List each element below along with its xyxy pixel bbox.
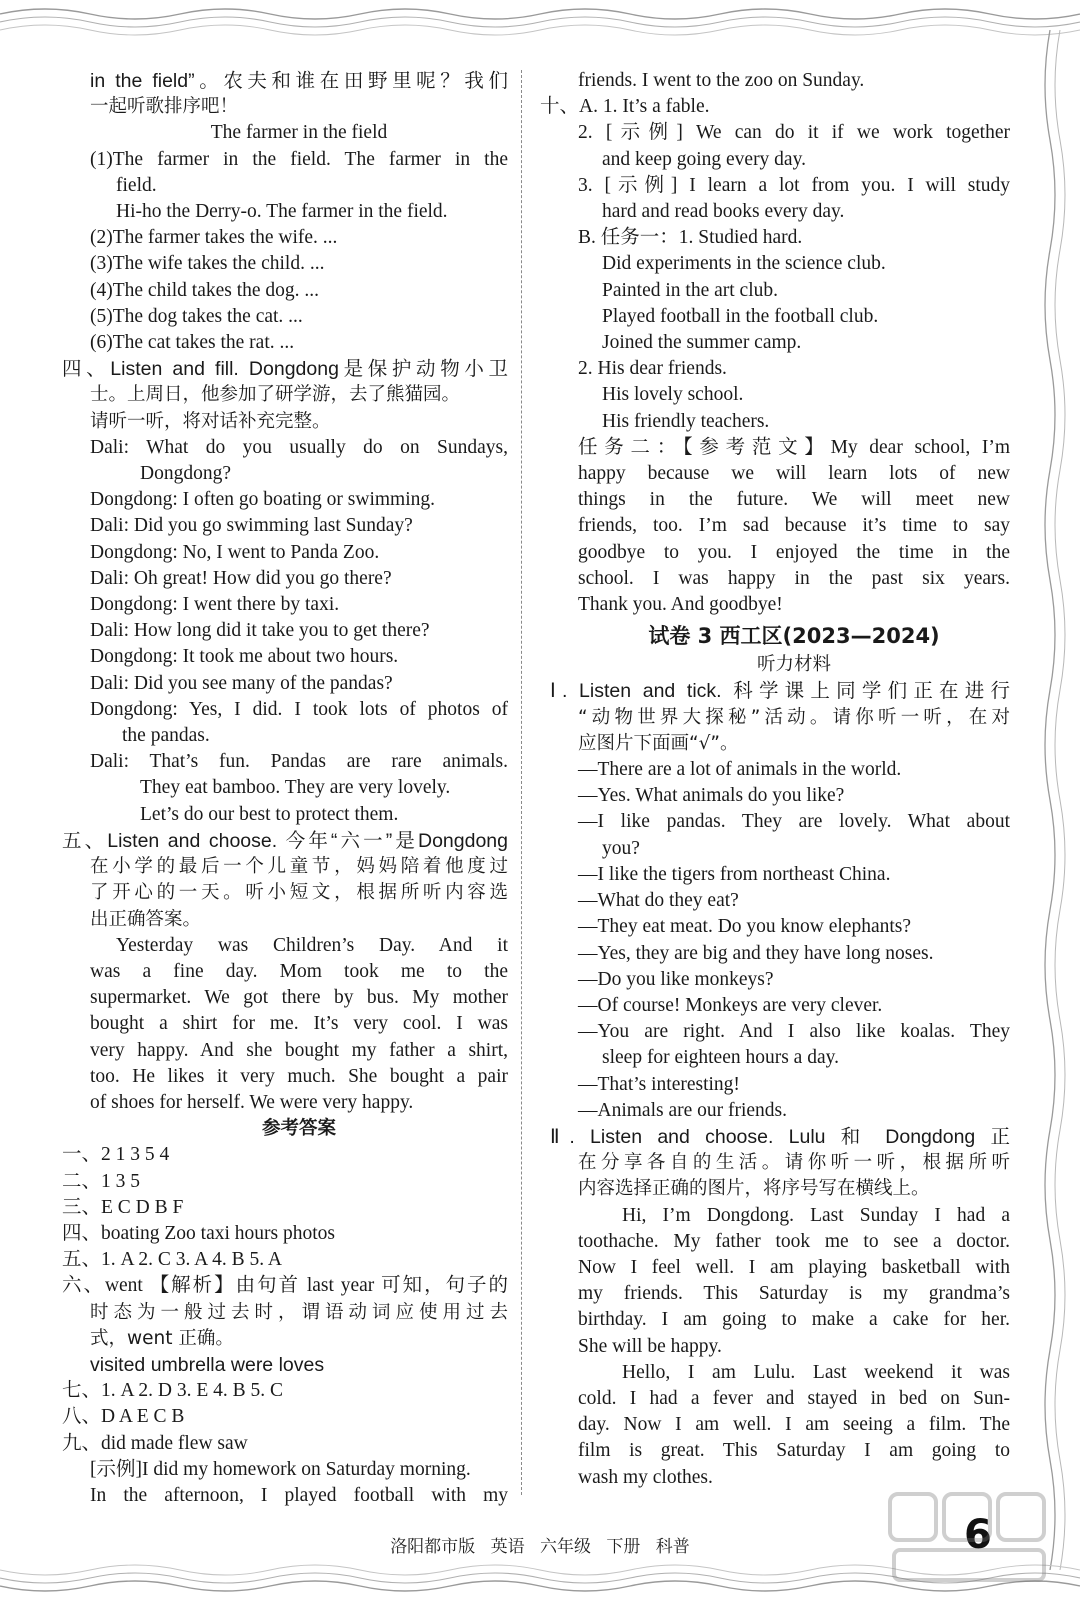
right-text-line: —Do you like monkeys? (578, 968, 774, 990)
right-text-line: Played football in the football club. (602, 305, 879, 327)
left-text-line: Hi-ho the Derry-o. The farmer in the field. (116, 201, 448, 223)
right-text-line: —You are right. And I also like koalas. They (578, 1021, 1010, 1043)
right-text-line: —They eat meat. Do you know elephants? (578, 916, 912, 938)
right-text-line: Ⅰ. Listen and tick. 科学课上同学们正在进行 (550, 680, 1010, 703)
right-text-line: goodbye to you. I enjoyed the time in the (578, 541, 1010, 563)
left-column (62, 68, 508, 1509)
left-text-line: 二、1 3 5 (62, 1170, 141, 1192)
section-heading: 试卷 3 西工区(2023—2024) (648, 624, 940, 649)
right-text-line: film is great. This Saturday I am going to (578, 1440, 1010, 1462)
right-text-line: wash my clothes. (578, 1466, 713, 1488)
left-text-line: [示例]I did my homework on Saturday morning. (90, 1458, 471, 1480)
right-text-line: friends. I went to the zoo on Sunday. (578, 70, 865, 91)
right-text-line: sleep for eighteen hours a day. (602, 1047, 839, 1069)
left-text-line: (4)The child takes the dog. ... (90, 279, 320, 301)
right-text-line: and keep going every day. (602, 148, 806, 170)
right-text-line: B. 任务一：1. Studied hard. (578, 227, 803, 249)
left-text-line: 五、1. A 2. C 3. A 4. B 5. A (62, 1249, 282, 1271)
left-text-line: 四、boating Zoo taxi hours photos (62, 1222, 335, 1244)
right-text-line: —I like the tigers from northeast China. (578, 863, 891, 885)
right-text-line: Now I feel well. I am playing basketball with (578, 1256, 1010, 1278)
left-text-line: visited umbrella were loves (90, 1353, 325, 1376)
left-text-line: 七、1. A 2. D 3. E 4. B 5. C (62, 1380, 284, 1402)
left-text-line: bought a shirt for me. It’s very cool. I was (90, 1013, 508, 1035)
left-text-line: (1)The farmer in the field. The farmer in the (90, 148, 508, 170)
left-text-line: field. (116, 174, 157, 196)
left-text-line: Dali: What do you usually do on Sundays, (90, 436, 508, 458)
left-text-line: 参考答案 (261, 1118, 336, 1140)
left-text-line: Dongdong: Yes, I did. I took lots of photos of (90, 698, 508, 720)
right-text-line: —Of course! Monkeys are very clever. (578, 994, 883, 1016)
right-text-line: His friendly teachers. (602, 410, 770, 432)
right-column (540, 68, 1010, 1491)
right-text-line: —What do they eat? (578, 890, 739, 912)
left-text-line: 三、E C D B F (62, 1196, 184, 1218)
left-text-line: (6)The cat takes the rat. ... (90, 332, 295, 354)
left-text-line: Yesterday was Children’s Day. And it (116, 934, 508, 956)
right-text-line: cold. I had a fever and stayed in bed on Sun- (578, 1387, 1010, 1409)
left-text-line: Dali: Did you see many of the pandas? (90, 672, 393, 694)
column-divider (521, 70, 522, 1495)
left-text-line: Dali: How long did it take you to get there? (90, 620, 430, 642)
left-text-line: (5)The dog takes the cat. ... (90, 305, 303, 327)
right-text-line: Painted in the art club. (602, 279, 778, 301)
right-text-line: —Animals are our friends. (578, 1099, 788, 1121)
left-text-line: Dali: Did you go swimming last Sunday? (90, 515, 413, 537)
left-text-line: Let’s do our best to protect them. (140, 803, 399, 825)
right-text-line: 十、A. 1. It’s a fable. (540, 96, 710, 118)
left-text-line: 八、D A E C B (62, 1406, 185, 1428)
right-text-line: happy because we will learn lots of new (578, 463, 1010, 485)
right-text-line: —There are a lot of animals in the world. (578, 759, 902, 781)
left-text-line: 一、2 1 3 5 4 (62, 1144, 170, 1166)
right-text-line: She will be happy. (578, 1335, 722, 1357)
top-wave-border (0, 0, 1080, 44)
left-text-line: in the field”。农夫和谁在田野里呢？我们 (90, 70, 508, 92)
right-text-line: Joined the summer camp. (602, 332, 802, 354)
right-text-line: —Yes. What animals do you like? (578, 785, 845, 807)
right-text-line: 内容选择正确的图片，将序号写在横线上。 (578, 1178, 930, 1200)
right-text-line: day. Now I am well. I am seeing a film. The (578, 1414, 1010, 1436)
right-text-line: birthday. I am going to make a cake for her. (578, 1309, 1010, 1331)
left-text-line: 在小学的最后一个儿童节，妈妈陪着他度过 (90, 856, 508, 878)
left-text-line: 士。上周日，他参加了研学游，去了熊猫园。 (90, 384, 461, 406)
left-text-line: They eat bamboo. They are very lovely. (140, 777, 451, 799)
right-text-line: His lovely school. (602, 384, 744, 406)
left-text-line: 九、did made flew saw (62, 1432, 248, 1454)
left-text-line: 五、Listen and choose. 今年“六一”是Dongdong (62, 829, 508, 852)
right-text-line: friends, too. I’m sad because it’s time to say (578, 515, 1010, 537)
right-text-line: 在分享各自的生活。请你听一听，根据所听 (578, 1152, 1010, 1174)
right-text-line: you? (602, 837, 640, 859)
right-text-line: Did experiments in the science club. (602, 253, 886, 275)
right-text-line: school. I was happy in the past six years. (578, 567, 1010, 589)
left-text-line: The farmer in the field (210, 122, 388, 144)
left-text-line: was a fine day. Mom took me to the (90, 960, 508, 982)
right-text-line: “动物世界大探秘”活动。请你听一听，在对 (578, 706, 1010, 728)
left-text-line: supermarket. We got there by bus. My mother (90, 987, 508, 1009)
left-text-line: 式，went 正确。 (90, 1327, 234, 1349)
left-text-line: Dongdong: It took me about two hours. (90, 646, 399, 668)
left-text-line: of shoes for herself. We were very happy. (90, 1091, 414, 1113)
right-text-line: 2. [示例] We can do it if we work together (578, 122, 1010, 144)
left-text-line: (2)The farmer takes the wife. ... (90, 227, 338, 249)
page-footer: 洛阳都市版 英语 六年级 下册 科普 (390, 1537, 690, 1557)
right-text-line: my friends. This Saturday is my grandma’s (578, 1283, 1010, 1305)
left-text-line: 一起听歌排序吧！ (90, 96, 239, 118)
left-text-line: 了开心的一天。听小短文，根据所听内容选 (90, 882, 508, 904)
left-text-line: 请听一听，将对话补充完整。 (90, 410, 331, 432)
right-wave-border (1036, 30, 1080, 1570)
left-text-line: too. He likes it very much. She bought a pair (90, 1065, 508, 1087)
page-number: 6 (964, 1512, 992, 1558)
left-text-line: 时态为一般过去时，谓语动词应使用过去 (90, 1301, 508, 1323)
right-text-line: toothache. My father took me to see a doctor. (578, 1230, 1010, 1252)
left-text-line: 出正确答案。 (90, 908, 202, 930)
right-text-line: —Yes, they are big and they have long noses. (578, 942, 934, 964)
left-text-line: very happy. And she bought my father a shirt, (90, 1039, 508, 1061)
left-text-line: Dali: That’s fun. Pandas are rare animals. (90, 751, 508, 773)
left-text-line: Dongdong: No, I went to Panda Zoo. (90, 541, 380, 563)
watermark-logo-icon (884, 1488, 1054, 1588)
left-text-line: Dongdong: I often go boating or swimming. (90, 489, 436, 511)
right-text-line: 3. [示例] I learn a lot from you. I will study (578, 174, 1010, 196)
right-text-line: —I like pandas. They are lovely. What about (578, 811, 1010, 833)
left-text-line: 四、Listen and fill. Dongdong是保护动物小卫 (62, 358, 508, 381)
right-text-line: Thank you. And goodbye! (578, 594, 783, 616)
left-text-line: Dali: Oh great! How did you go there? (90, 567, 392, 589)
right-text-line: 应图片下面画“√”。 (578, 732, 739, 754)
left-text-line: In the afternoon, I played football with my (90, 1484, 508, 1506)
right-text-line: things in the future. We will meet new (578, 489, 1010, 511)
right-text-line: 听力材料 (756, 654, 831, 676)
right-text-line: Ⅱ. Listen and choose. Lulu 和 Dongdong 正 (550, 1125, 1010, 1148)
right-text-line: Hi, I’m Dongdong. Last Sunday I had a (622, 1204, 1010, 1226)
left-text-line: the pandas. (122, 725, 210, 747)
left-text-line: Dongdong: I went there by taxi. (90, 594, 340, 616)
right-text-line: hard and read books every day. (602, 201, 845, 223)
left-text-line: (3)The wife takes the child. ... (90, 253, 325, 275)
right-text-line: —That’s interesting! (578, 1073, 740, 1095)
right-text-line: 任务二：【参考范文】My dear school, I’m (578, 436, 1010, 458)
left-text-line: 六、went 【解析】由句首 last year 可知，句子的 (62, 1275, 508, 1297)
right-text-line: 2. His dear friends. (578, 358, 727, 380)
left-text-line: Dongdong? (140, 463, 231, 485)
right-text-line: Hello, I am Lulu. Last weekend it was (622, 1361, 1010, 1383)
